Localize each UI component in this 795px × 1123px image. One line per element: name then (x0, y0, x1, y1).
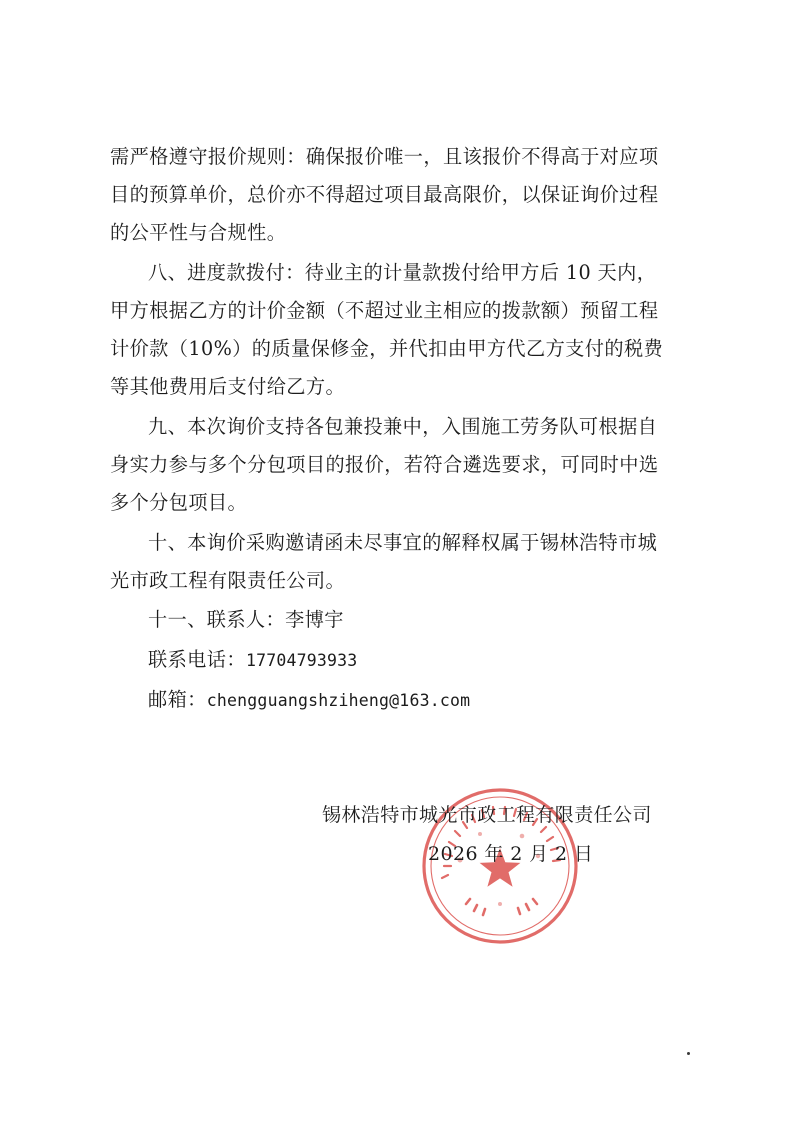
contact-person-label: 十一、联系人： (148, 608, 286, 631)
contact-phone-value: 17704793933 (245, 651, 358, 670)
paragraph-line: 需严格遵守报价规则：确保报价唯一，且该报价不得高于对应项 (110, 145, 659, 168)
issuing-company: 锡林浩特市城光市政工程有限责任公司 (322, 804, 652, 826)
paragraph-line: 十、本询价采购邀请函未尽事宜的解释权属于锡林浩特市城 (148, 531, 658, 554)
contact-email-line (110, 680, 700, 720)
contact-phone-label: 联系电话： (148, 648, 246, 671)
contact-person-name: 李博宇 (285, 608, 344, 631)
contact-email-value: chengguangshziheng@163.com (206, 691, 471, 710)
document-body (110, 138, 700, 720)
paragraph-line: 多个分包项目。 (110, 491, 248, 514)
paragraph-line: 甲方根据乙方的计价金额（不超过业主相应的拨款额）预留工程 (110, 299, 659, 322)
contact-phone-line (110, 640, 700, 680)
paragraph-line: 等其他费用后支付给乙方。 (110, 375, 346, 398)
contact-person-line (110, 600, 700, 640)
paragraph-line: 目的预算单价，总价亦不得超过项目最高限价，以保证询价过程 (110, 183, 659, 206)
paragraph-line: 计价款（10%）的质量保修金，并代扣由甲方代乙方支付的税费 (110, 337, 664, 360)
paragraph-line: 身实力参与多个分包项目的报价，若符合遴选要求，可同时中选 (110, 453, 659, 476)
issue-date: 2026 年 2 月 2 日 (428, 843, 594, 865)
contact-email-label: 邮箱： (148, 688, 207, 711)
paragraph-line: 光市政工程有限责任公司。 (110, 569, 346, 592)
paragraph-line: 八、进度款拨付：待业主的计量款拨付给甲方后 10 天内， (148, 261, 657, 284)
page-dot-mark (687, 1052, 690, 1055)
paragraph-line: 的公平性与合规性。 (110, 221, 287, 244)
paragraph-line: 九、本次询价支持各包兼投兼中，入围施工劳务队可根据自 (148, 415, 658, 438)
